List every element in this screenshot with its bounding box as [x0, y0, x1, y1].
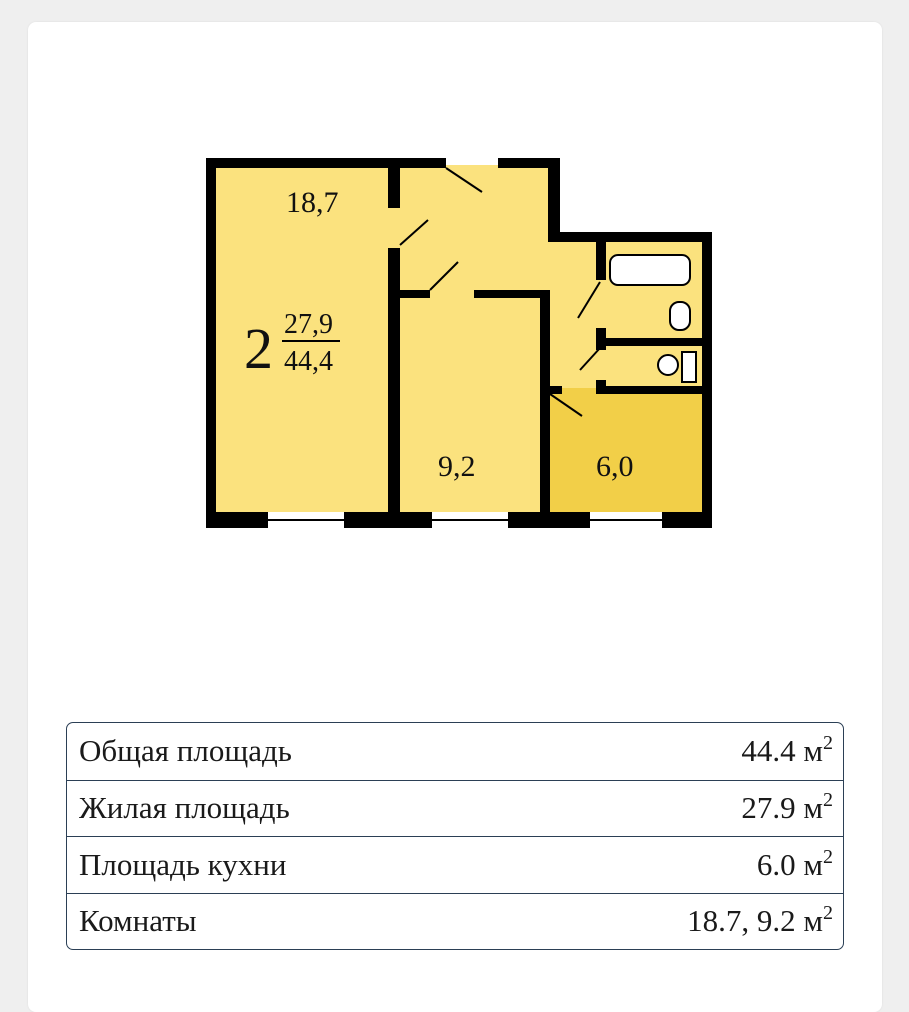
living-total-label: 27,9	[284, 309, 333, 340]
room-bedroom-area-label: 9,2	[438, 450, 476, 483]
total-area-label: 44,4	[284, 346, 333, 377]
windows	[268, 512, 662, 528]
table-row	[67, 723, 843, 780]
sink	[670, 302, 690, 330]
row-label-rooms: Комнаты	[79, 903, 197, 939]
kitchen-area-label: 6,0	[596, 450, 634, 483]
room-living-area-label: 18,7	[286, 186, 339, 219]
bathtub	[610, 255, 690, 285]
row-label-kitchen-area: Площадь кухни	[79, 846, 287, 882]
row-value-living-area: 27.9 $м^2$	[741, 789, 833, 826]
table-row	[67, 836, 843, 893]
table-row	[67, 780, 843, 837]
row-value-kitchen-area: 6.0 $м^2$	[756, 845, 833, 882]
row-label-total-area: Общая площадь	[79, 733, 292, 769]
area-info-table	[66, 722, 844, 950]
toilet	[658, 355, 678, 375]
row-value-rooms: 18.7, 9.2 $м^2$	[687, 902, 833, 939]
row-label-living-area: Жилая площадь	[79, 790, 290, 826]
table-row	[67, 893, 843, 950]
toilet-tank	[682, 352, 696, 382]
row-value-total-area: 44.4 $м^2$	[741, 732, 833, 769]
rooms-count-label: 2	[244, 316, 273, 381]
